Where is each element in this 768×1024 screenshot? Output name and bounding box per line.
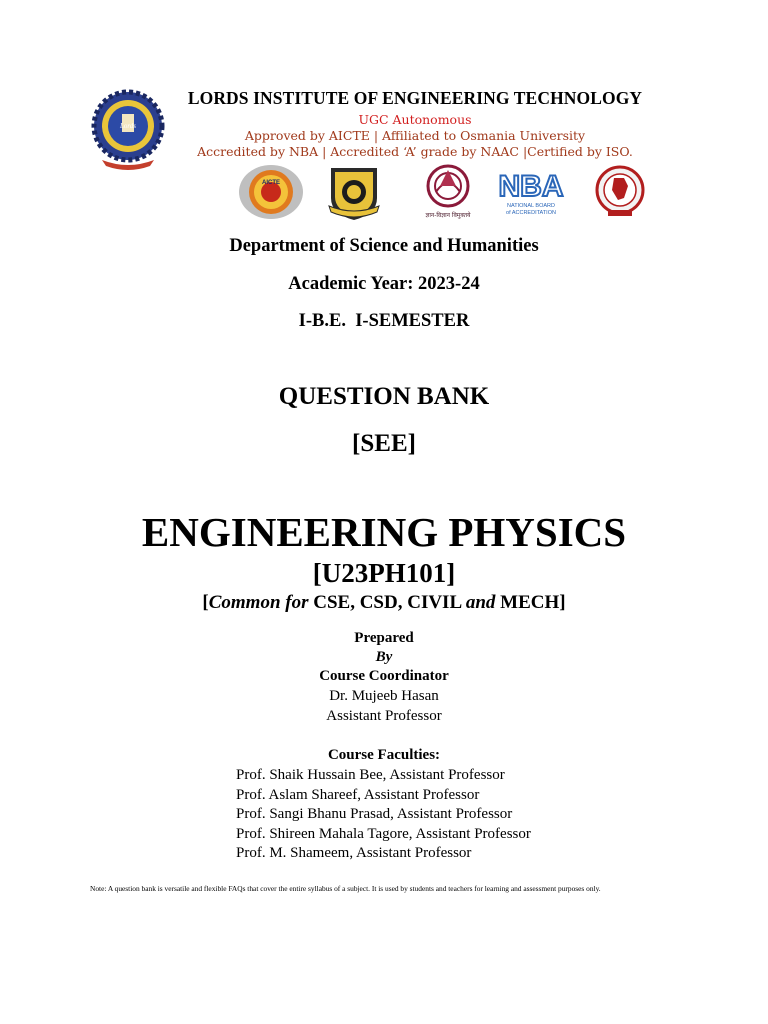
common-for-label: Common for (208, 592, 309, 613)
nba-caption-1: NATIONAL BOARD (507, 203, 555, 209)
common-open: [ (202, 592, 209, 613)
institute-name: LORDS INSTITUTE OF ENGINEERING TECHNOLOGY (187, 88, 643, 108)
faculty-item: Prof. Aslam Shareef, Assistant Professor (236, 786, 480, 803)
subject-code: [U23PH101] (312, 558, 456, 588)
footnote: Note: A question bank is versatile and flexible FAQs that cover the entire syllabus of a subject. It is used by students and teachers for learning and assessment purposes only. (90, 884, 601, 893)
faculty-item: Prof. Sangi Bhanu Prasad, Assistant Professor (236, 806, 513, 823)
naac-logo (594, 162, 646, 222)
document-type: QUESTION BANK (278, 383, 490, 410)
ugc-logo (418, 162, 478, 222)
accreditation-line: Accredited by NBA | Accredited ‘A’ grade by NAAC |Certified by ISO. (197, 144, 633, 159)
faculty-item: Prof. M. Shameem, Assistant Professor (236, 845, 472, 862)
prepared-label: Prepared (354, 630, 414, 646)
ugc-logo-caption: ज्ञान-विज्ञान विमुक्तये (425, 212, 471, 219)
faculty-item: Prof. Shireen Mahala Tagore, Assistant Professor (236, 825, 531, 842)
coordinator-title: Assistant Professor (326, 708, 442, 724)
course-faculties-label: Course Faculties: (327, 747, 441, 763)
approval-line: Approved by AICTE | Affiliated to Osmania University (244, 128, 586, 143)
aicte-logo (237, 162, 305, 222)
coordinator-name: Dr. Mujeeb Hasan (329, 688, 439, 704)
faculty-list (236, 766, 531, 864)
aicte-logo-text: AICTE (262, 180, 280, 186)
and-label: and (465, 592, 496, 613)
nba-logo (498, 162, 564, 222)
nba-logo-text: NBA (498, 170, 564, 203)
exam-type: [SEE] (352, 430, 416, 457)
by-label: By (375, 649, 393, 665)
department-name: Department of Science and Humanities (229, 236, 539, 256)
nba-caption-2: of ACCREDITATION (506, 210, 556, 216)
faculty-item: Prof. Shaik Hussain Bee, Assistant Professor (236, 767, 505, 783)
lords-institute-logo (92, 86, 164, 172)
branches-list: CSE, CSD, CIVIL (308, 592, 466, 613)
course-coordinator-label: Course Coordinator (319, 668, 449, 684)
common-branches (0, 592, 768, 614)
subject-title: ENGINEERING PHYSICS (141, 509, 627, 555)
academic-year: Academic Year: 2023-24 (288, 274, 480, 294)
ugc-autonomous: UGC Autonomous (358, 112, 472, 127)
lords-logo-text: Lords (119, 122, 137, 130)
osmania-university-logo (325, 162, 383, 222)
branches-last: MECH] (495, 592, 566, 613)
semester: I-B.E. I-SEMESTER (298, 311, 470, 331)
